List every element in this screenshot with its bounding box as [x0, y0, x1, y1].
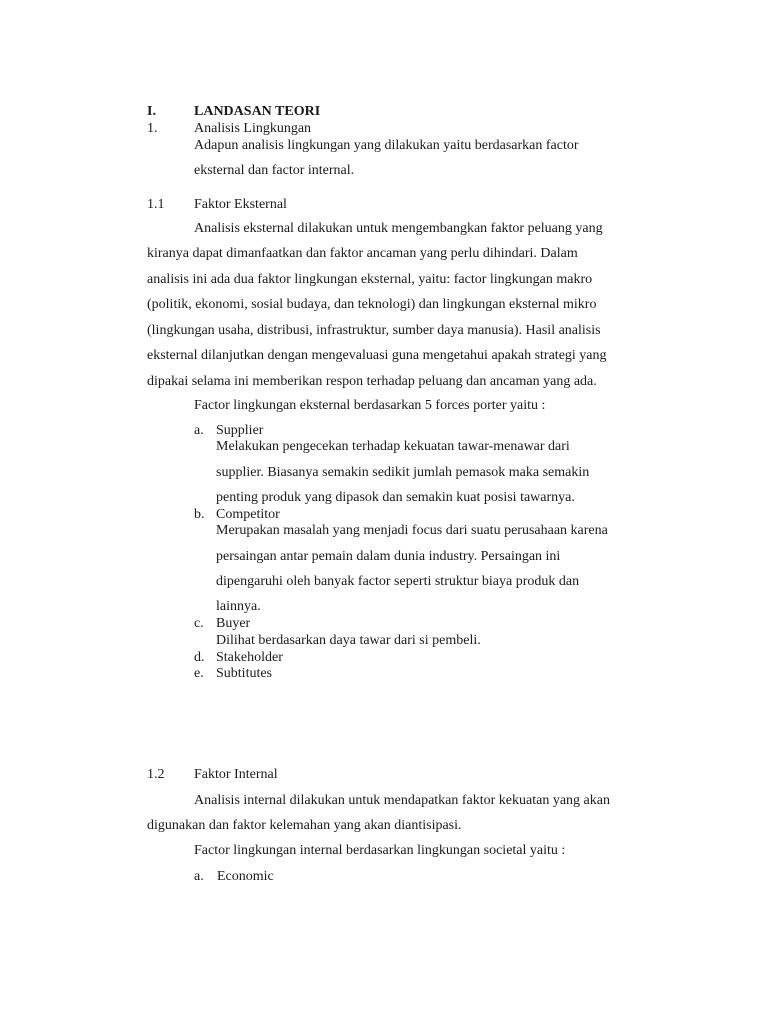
paragraph-line: (politik, ekonomi, sosial budaya, dan teknologi) dan lingkungan eksternal mikro	[147, 297, 597, 312]
section1-line: eksternal dan factor internal.	[194, 163, 355, 178]
list-item-title: Subtitutes	[216, 666, 273, 681]
list-item-title: Competitor	[216, 507, 280, 522]
section12-title: Faktor Internal	[194, 767, 278, 782]
list-marker: d.	[194, 650, 205, 665]
list-intro: Factor lingkungan internal berdasarkan lingkungan societal yaitu :	[194, 843, 566, 858]
heading-title: LANDASAN TEORI	[194, 104, 321, 119]
list-item-line: Melakukan pengecekan terhadap kekuatan tawar-menawar dari	[216, 439, 570, 454]
list-item-line: dipengaruhi oleh banyak factor seperti struktur biaya produk dan	[216, 574, 580, 589]
list-item-title: Stakeholder	[216, 650, 283, 665]
paragraph-line: Analisis internal dilakukan untuk mendapatkan faktor kekuatan yang akan	[194, 793, 610, 808]
list-item-title: Economic	[217, 869, 274, 884]
heading-number: I.	[147, 104, 156, 119]
list-item-line: lainnya.	[216, 599, 261, 614]
section1-line: Adapun analisis lingkungan yang dilakukan yaitu berdasarkan factor	[194, 138, 579, 153]
paragraph-line: digunakan dan faktor kelemahan yang akan diantisipasi.	[147, 818, 462, 833]
section12-number: 1.2	[147, 767, 165, 782]
paragraph-line: analisis ini ada dua faktor lingkungan eksternal, yaitu: factor lingkungan makro	[147, 272, 593, 287]
section11-title: Faktor Eksternal	[194, 197, 287, 212]
section11-number: 1.1	[147, 197, 165, 212]
list-marker: a.	[194, 423, 204, 438]
list-item-line: penting produk yang dipasok dan semakin kuat posisi tawarnya.	[216, 490, 575, 505]
paragraph-line: Analisis eksternal dilakukan untuk mengembangkan faktor peluang yang	[194, 221, 603, 236]
list-item-line: supplier. Biasanya semakin sedikit jumlah pemasok maka semakin	[216, 465, 590, 480]
section1-title: Analisis Lingkungan	[194, 121, 312, 136]
paragraph-line: eksternal dilanjutkan dengan mengevaluasi guna mengetahui apakah strategi yang	[147, 348, 607, 363]
list-marker: b.	[194, 507, 205, 522]
list-marker: e.	[194, 666, 204, 681]
list-item-title: Supplier	[216, 423, 264, 438]
paragraph-line: (lingkungan usaha, distribusi, infrastruktur, sumber daya manusia). Hasil analisis	[147, 323, 601, 338]
list-intro: Factor lingkungan eksternal berdasarkan 5 forces porter yaitu :	[194, 398, 546, 413]
list-marker: c.	[194, 616, 204, 631]
list-item-line: Merupakan masalah yang menjadi focus dari suatu perusahaan karena	[216, 523, 608, 538]
list-item-line: Dilihat berdasarkan daya tawar dari si pembeli.	[216, 633, 481, 648]
paragraph-line: dipakai selama ini memberikan respon terhadap peluang dan ancaman yang ada.	[147, 374, 597, 389]
list-item-title: Buyer	[216, 616, 251, 631]
list-item-line: persaingan antar pemain dalam dunia industry. Persaingan ini	[216, 549, 561, 564]
paragraph-line: kiranya dapat dimanfaatkan dan faktor ancaman yang perlu dihindari. Dalam	[147, 246, 578, 261]
list-marker: a.	[194, 869, 204, 884]
section1-number: 1.	[147, 121, 158, 136]
